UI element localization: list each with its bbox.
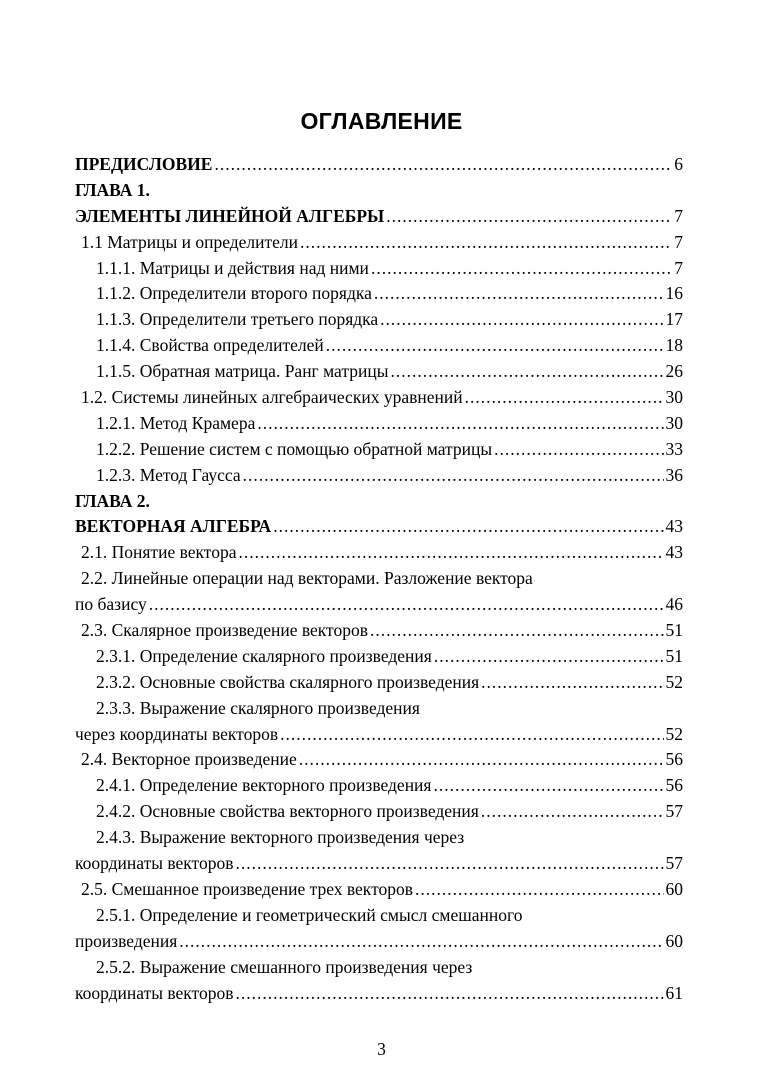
page-title: ОГЛАВЛЕНИЕ: [300, 108, 463, 134]
toc-leader-dots: [380, 307, 663, 333]
toc-entry: [75, 230, 683, 256]
toc-entry-title: 2.5.1. Определение и геометрический смысл смешанного: [96, 904, 523, 925]
toc-leader-dots: [494, 437, 663, 463]
toc-entry-page: 26: [665, 361, 683, 382]
toc-entry-title: ГЛАВА 2.: [75, 490, 150, 511]
toc-entry-page: 57: [665, 801, 683, 822]
toc-entry: [75, 333, 683, 359]
toc-entry-page: 57: [665, 853, 683, 874]
toc-entry-title: ГЛАВА 1.: [75, 179, 150, 200]
toc-entry-page: 17: [665, 309, 683, 330]
toc-entry-page: 16: [665, 283, 683, 304]
toc-entry-page: 33: [665, 438, 683, 459]
toc-entry-title: 1.1.5. Обратная матрица. Ранг матрицы: [96, 361, 389, 382]
toc-leader-dots: [280, 722, 663, 748]
toc-entry-title: 2.3.3. Выражение скалярного произведения: [96, 697, 420, 718]
toc-entry: [75, 851, 683, 877]
toc-entry-title: 2.5. Смешанное произведение трех векторов: [81, 878, 414, 899]
toc-leader-dots: [236, 981, 664, 1007]
toc-entry: [75, 722, 683, 748]
toc-entry: [75, 696, 683, 722]
toc-entry: [75, 773, 683, 799]
toc-entry: [75, 670, 683, 696]
toc-entry: [75, 825, 683, 851]
toc-leader-dots: [374, 281, 664, 307]
toc-entry-page: 43: [665, 516, 683, 537]
toc-entry: [75, 204, 683, 230]
toc-entry-title: 2.3.2. Основные свойства скалярного произведения: [96, 671, 480, 692]
toc-entry-page: 52: [665, 671, 683, 692]
toc-entry: [75, 540, 683, 566]
toc-entry: [75, 592, 683, 618]
toc-entry: [75, 463, 683, 489]
toc-leader-dots: [481, 670, 663, 696]
toc-entry-page: 7: [674, 231, 683, 252]
toc-entry-page: 56: [665, 775, 683, 796]
toc-entry-title: ЭЛЕМЕНТЫ ЛИНЕЙНОЙ АЛГЕБРЫ: [75, 205, 385, 226]
toc-entry-page: 36: [665, 464, 683, 485]
toc-entry: [75, 307, 683, 333]
toc-entry-title: 1.2. Системы линейных алгебраических уравнений: [81, 387, 463, 408]
toc-entry-page: 6: [674, 154, 683, 174]
toc-entry-title: 2.4.3. Выражение векторного произведения через: [96, 827, 465, 848]
toc-leader-dots: [433, 773, 663, 799]
toc-entry: [75, 281, 683, 307]
toc-entry-title: 1.2.1. Метод Крамера: [96, 412, 256, 433]
toc-entry-page: 52: [665, 723, 683, 744]
toc-entry-page: 30: [665, 412, 683, 433]
toc-entry-title: 2.4.2. Основные свойства векторного произведения: [96, 801, 479, 822]
toc-entry-page: 46: [665, 594, 683, 615]
toc-entry: [75, 566, 683, 592]
toc-entry-title: произведения: [75, 930, 178, 951]
toc-leader-dots: [300, 230, 672, 256]
toc-entry-page: 60: [665, 930, 683, 951]
toc-entry: [75, 618, 683, 644]
toc-entry-title: 1.2.2. Решение систем с помощью обратной матрицы: [96, 438, 493, 459]
toc-entry-title: 1.2.3. Метод Гаусса: [96, 464, 241, 485]
toc-leader-dots: [481, 799, 664, 825]
toc-entry-page: 43: [665, 542, 683, 563]
toc-leader-dots: [214, 152, 672, 178]
toc-entry-title: 2.1. Понятие вектора: [81, 542, 237, 563]
toc-entry: [75, 877, 683, 903]
toc-entry: [75, 955, 683, 981]
toc-leader-dots: [326, 333, 664, 359]
toc-entry: [75, 178, 683, 204]
toc-leader-dots: [238, 540, 663, 566]
toc-entry: [75, 437, 683, 463]
toc-entry-title: 2.4. Векторное произведение: [81, 749, 297, 770]
toc-leader-dots: [415, 877, 663, 903]
toc-entry-page: 60: [665, 878, 683, 899]
toc-entry: [75, 929, 683, 955]
toc-entry-title: 2.3. Скалярное произведение векторов: [81, 620, 368, 641]
toc-leader-dots: [236, 851, 664, 877]
toc-leader-dots: [434, 644, 664, 670]
toc-entry-title: 2.4.1. Определение векторного произведения: [96, 775, 432, 796]
toc-leader-dots: [465, 385, 664, 411]
toc-entry-title: координаты векторов: [75, 853, 234, 874]
toc-entry: [75, 981, 683, 1007]
toc-entry: [75, 747, 683, 773]
toc-entry-page: 7: [674, 257, 683, 278]
toc-entry-title: 1.1 Матрицы и определители: [81, 231, 299, 252]
toc-entry: [75, 903, 683, 929]
toc-entry-title: 1.1.1. Матрицы и действия над ними: [96, 257, 369, 278]
toc-entry-title: через координаты векторов: [75, 723, 279, 744]
toc-entry-page: 56: [665, 749, 683, 770]
toc-leader-dots: [390, 359, 663, 385]
toc-entry-page: 7: [674, 205, 683, 226]
toc-entry: [75, 359, 683, 385]
toc-entry-title: 2.2. Линейные операции над векторами. Разложение вектора: [81, 568, 533, 589]
toc-entry-page: 30: [665, 387, 683, 408]
toc-entry-title: по базису: [75, 594, 147, 615]
toc-leader-dots: [243, 463, 664, 489]
toc-entry-page: 61: [665, 982, 683, 1003]
toc-entry-title: 1.1.3. Определители третьего порядка: [96, 309, 379, 330]
toc-leader-dots: [179, 929, 663, 955]
toc-entry-title: 2.5.2. Выражение смешанного произведения через: [96, 956, 473, 977]
toc-leader-dots: [370, 618, 664, 644]
toc-leader-dots: [299, 747, 664, 773]
toc-entry: [75, 514, 683, 540]
toc-entry-page: 18: [665, 335, 683, 356]
toc-entry: [75, 799, 683, 825]
toc-leader-dots: [257, 411, 663, 437]
toc-leader-dots: [149, 592, 664, 618]
toc-entry-title: координаты векторов: [75, 982, 234, 1003]
page-number: 3: [377, 1039, 386, 1059]
toc-entry-title: ПРЕДИСЛОВИЕ: [75, 154, 213, 174]
toc-entry: [75, 644, 683, 670]
toc-leader-dots: [371, 256, 672, 282]
toc-entry-title: 1.1.4. Свойства определителей: [96, 335, 324, 356]
toc-entry-title: 1.1.2. Определители второго порядка: [96, 283, 372, 304]
toc-entry: [75, 256, 683, 282]
toc-entry: [75, 385, 683, 411]
toc-leader-dots: [386, 204, 672, 230]
toc-entry-title: ВЕКТОРНАЯ АЛГЕБРА: [75, 516, 272, 537]
toc-entry-page: 51: [665, 620, 683, 641]
toc-leader-dots: [273, 514, 663, 540]
toc-entry-title: 2.3.1. Определение скалярного произведения: [96, 645, 432, 666]
toc-entry: [75, 411, 683, 437]
table-of-contents: [75, 152, 683, 1006]
toc-entry: [75, 489, 683, 515]
toc-entry: [75, 152, 683, 178]
toc-entry-page: 51: [665, 645, 683, 666]
